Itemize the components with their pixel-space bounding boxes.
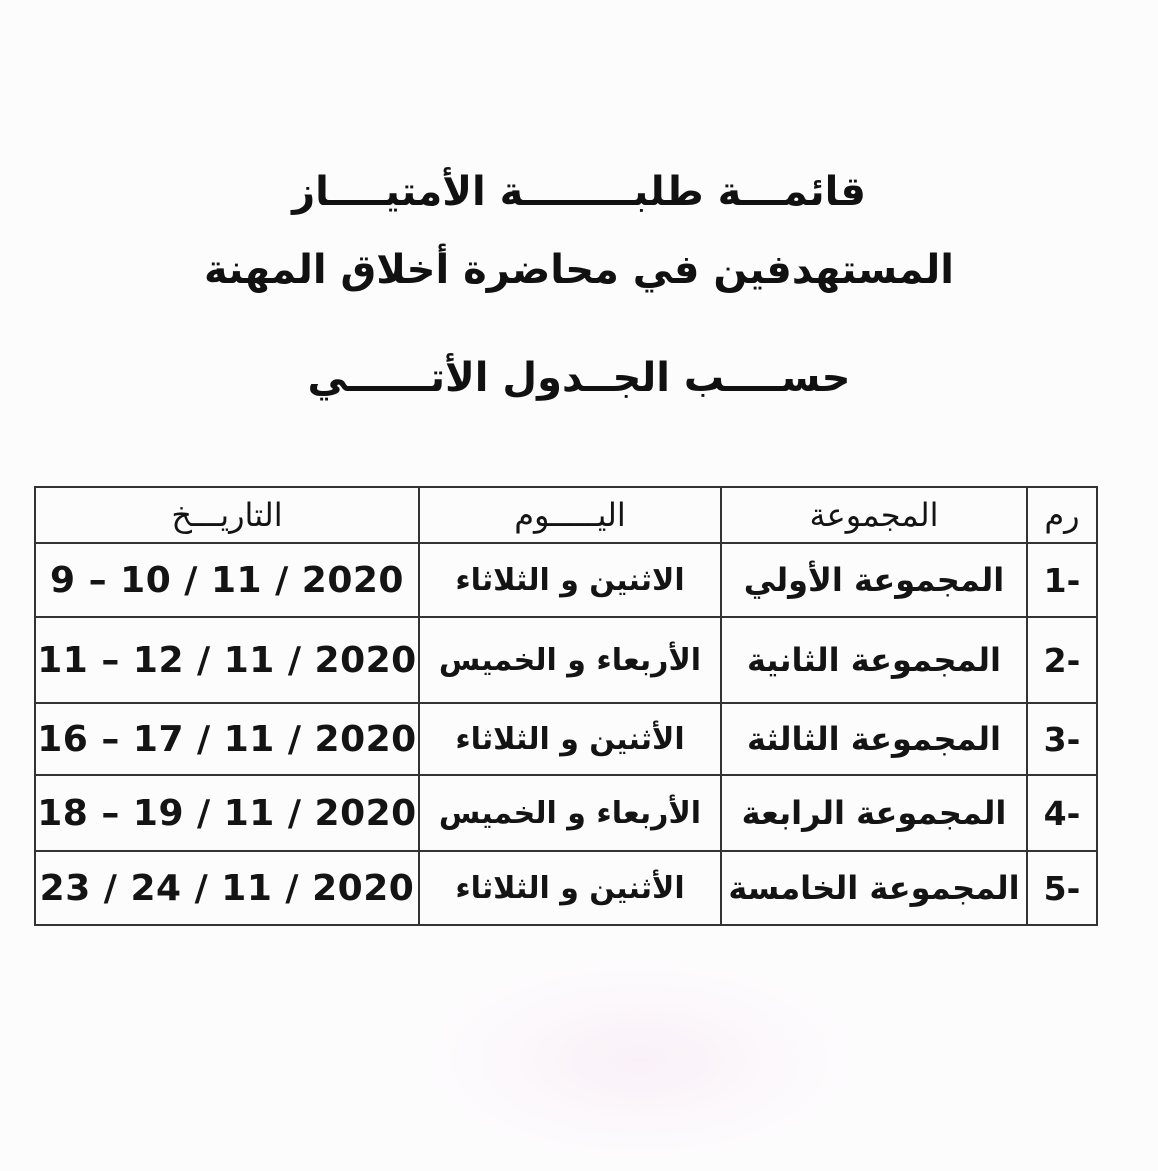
row-day: الأثنين و الثلاثاء (419, 703, 721, 775)
table-row (35, 851, 1097, 925)
row-day: الأربعاء و الخميس (419, 617, 721, 703)
schedule-table (34, 486, 1098, 926)
title-line-2: المستهدفين في محاضرة أخلاق المهنة (204, 247, 954, 293)
row-date: 18 – 19 / 11 / 2020 (35, 775, 419, 851)
row-number: 2- (1027, 617, 1097, 703)
row-date: 23 / 24 / 11 / 2020 (35, 851, 419, 925)
row-group: المجموعة الخامسة (721, 851, 1027, 925)
row-number: 4- (1027, 775, 1097, 851)
title-block (0, 150, 1158, 438)
table-row (35, 703, 1097, 775)
row-day: الاثنين و الثلاثاء (419, 543, 721, 617)
row-group: المجموعة الثانية (721, 617, 1027, 703)
table-header-row (35, 487, 1097, 543)
title-line-1: قائمـــة طلبــــــــة الأمتيــــاز (292, 169, 866, 215)
row-date: 16 – 17 / 11 / 2020 (35, 703, 419, 775)
title-line-3: حســــب الجــدول الأتــــــي (307, 355, 851, 401)
row-group: المجموعة الثالثة (721, 703, 1027, 775)
table-row (35, 775, 1097, 851)
row-date: 11 – 12 / 11 / 2020 (35, 617, 419, 703)
header-group: المجموعة (721, 487, 1027, 543)
table-row (35, 617, 1097, 703)
paper-stain (430, 960, 850, 1160)
row-group: المجموعة الرابعة (721, 775, 1027, 851)
row-group: المجموعة الأولي (721, 543, 1027, 617)
row-day: الأربعاء و الخميس (419, 775, 721, 851)
header-number: رم (1027, 487, 1097, 543)
row-date: 9 – 10 / 11 / 2020 (35, 543, 419, 617)
row-number: 5- (1027, 851, 1097, 925)
row-day: الأثنين و الثلاثاء (419, 851, 721, 925)
row-number: 3- (1027, 703, 1097, 775)
table-row (35, 543, 1097, 617)
row-number: 1- (1027, 543, 1097, 617)
header-date: التاريـــخ (35, 487, 419, 543)
header-day: اليـــــوم (419, 487, 721, 543)
